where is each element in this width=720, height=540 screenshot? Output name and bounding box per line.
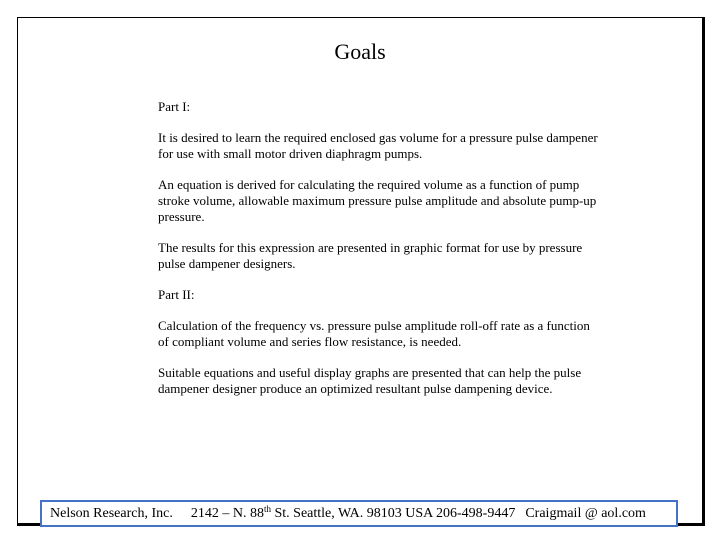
footer-address-ordinal: th	[263, 504, 271, 514]
footer-company: Nelson Research, Inc.	[50, 506, 173, 521]
paragraph-rolloff: Calculation of the frequency vs. pressure pulse amplitude roll-off rate as a function of compliant volume and series flow resistance, is needed.	[158, 318, 590, 349]
paragraph-equations-graphs: Suitable equations and useful display graphs are presented that can help the pulse dampener designer produce an optimized resultant pulse dampening device.	[158, 365, 582, 396]
part-two-heading: Part II:	[158, 287, 195, 302]
paragraph-goal-volume: It is desired to learn the required enclosed gas volume for a pressure pulse dampener for use with small motor driven diaphragm pumps.	[158, 130, 598, 161]
footer-address-start: 2142 – N. 88	[190, 506, 264, 521]
slide-title: Goals	[334, 39, 386, 64]
paragraph-results: The results for this expression are presented in graphic format for use by pressure pulse dampener designers.	[158, 240, 583, 271]
paragraph-equation: An equation is derived for calculating the required volume as a function of pump stroke volume, allowable maximum pressure pulse amplitude and absolute pump-up pressure.	[158, 177, 597, 224]
footer-address-rest: St. Seattle, WA. 98103 USA 206-498-9447	[270, 506, 516, 521]
footer-email: Craigmail @ aol.com	[525, 506, 646, 521]
slide-body	[158, 99, 598, 412]
footer-bar	[40, 500, 678, 527]
footer-address	[191, 502, 516, 525]
part-one-heading: Part I:	[158, 99, 191, 114]
